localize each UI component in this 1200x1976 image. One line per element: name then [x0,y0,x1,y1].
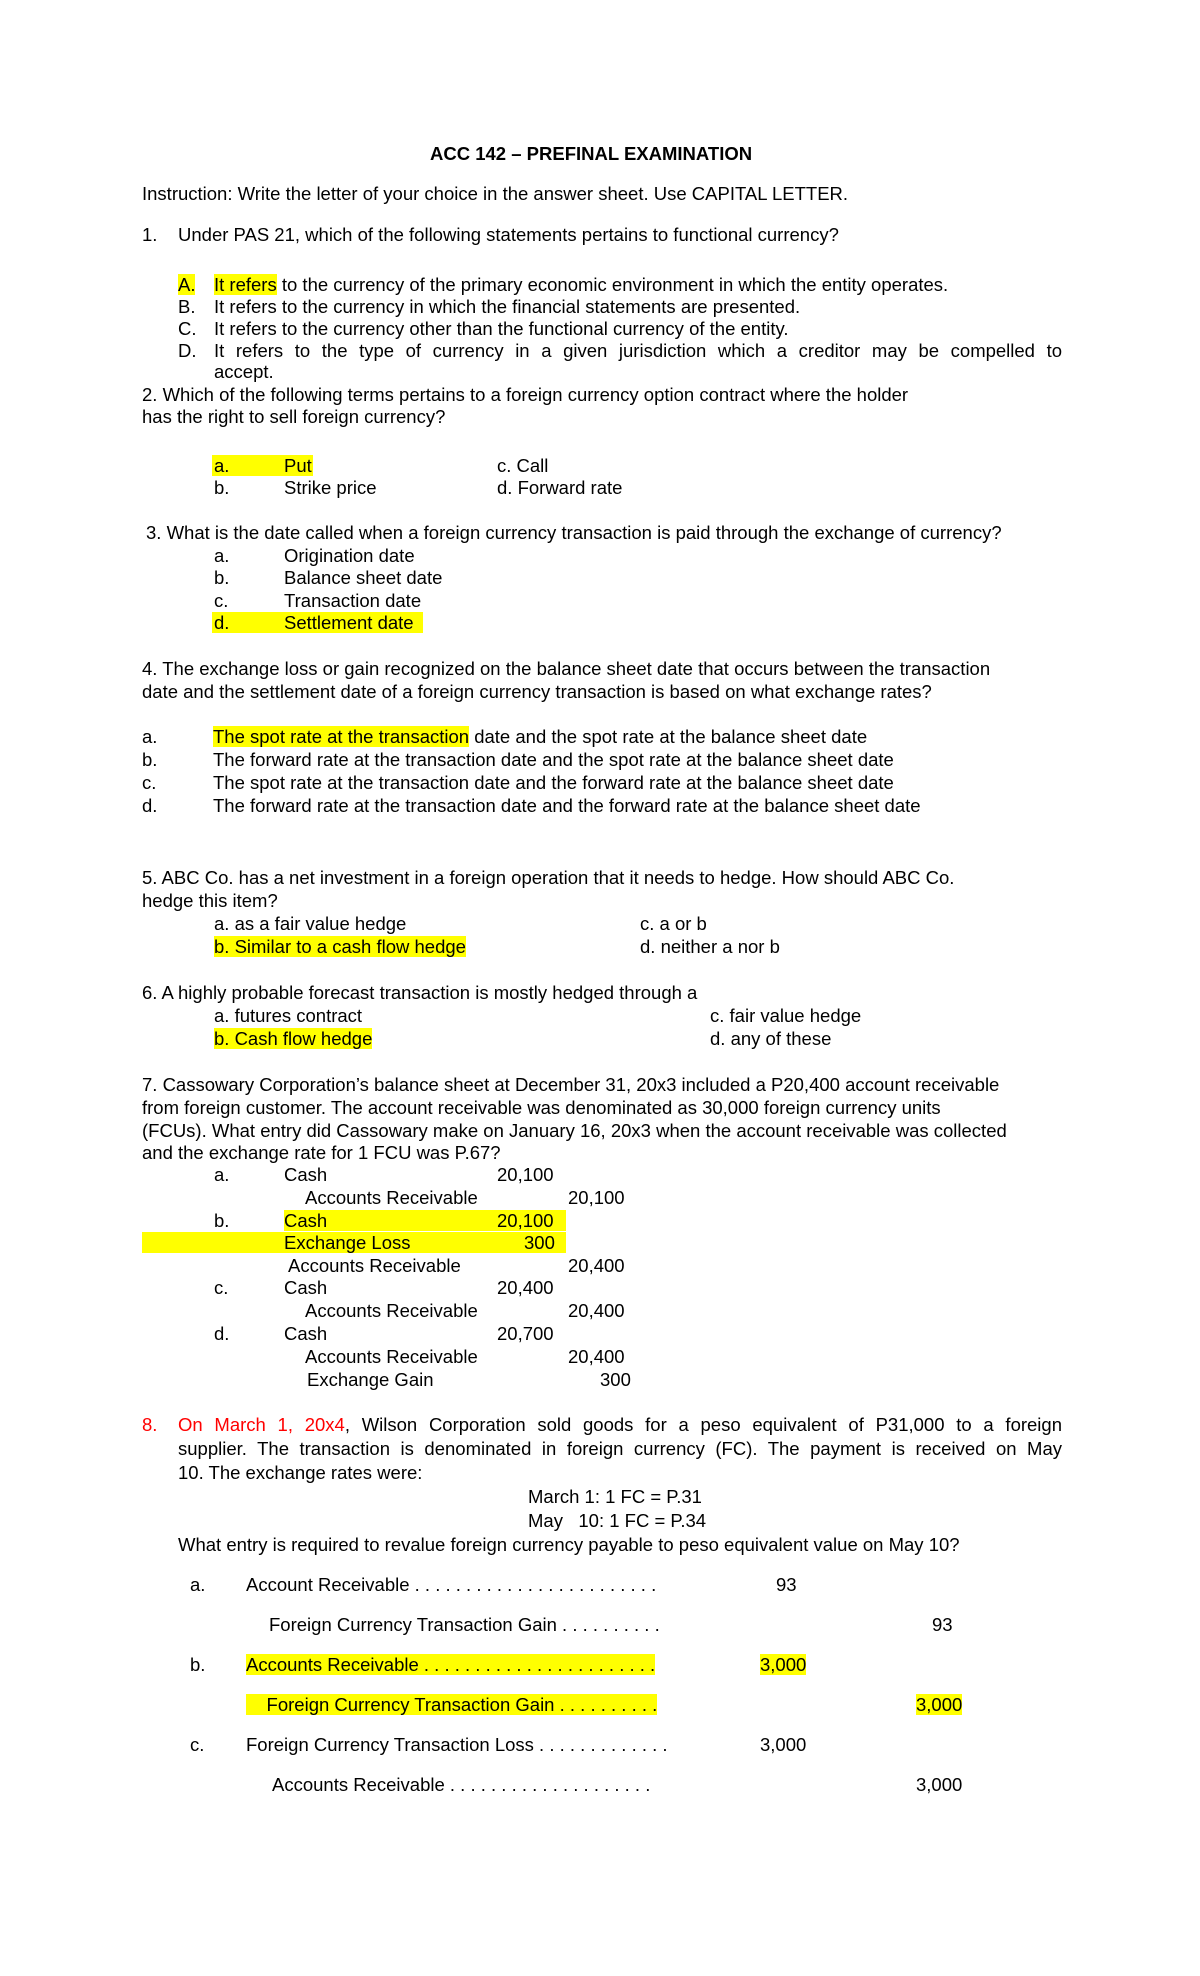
question-text: Under PAS 21, which of the following statements pertains to functional currency? [178,224,839,245]
choice-text: date and the spot rate at the balance sheet date [469,726,868,747]
journal-debit: Exchange Loss [284,1232,411,1253]
choice-letter: d. [214,1323,230,1344]
journal-debit: Foreign Currency Transaction Loss . . . . . . . . . . . . . [246,1734,668,1755]
question-text-rest: , Wilson Corporation sold goods for a peso equivalent of P31,000 to a foreign [344,1414,1062,1435]
question-text-continued: date and the settlement date of a foreign currency transaction is based on what exchange rates? [142,681,932,702]
question-text [178,1414,1062,1436]
question-text-continued: from foreign customer. The account receivable was denominated as 30,000 foreign currency units [142,1097,941,1118]
journal-debit: Cash [284,1164,328,1185]
choice-d: The forward rate at the transaction date and the forward rate at the balance sheet date [213,795,921,816]
choice-letter-text: A. [178,274,196,295]
question-text-continued: and the exchange rate for 1 FCU was P.67? [142,1142,501,1163]
journal-amount: 93 [776,1574,797,1595]
answer-highlight: b. Cash flow hedge [214,1028,373,1049]
choice-letter: a. [190,1574,206,1595]
question-text-continued: 10. The exchange rates were: [178,1462,423,1483]
journal-amount: 20,100 [497,1210,554,1231]
question-text: 7. Cassowary Corporation’s balance sheet at December 31, 20x3 included a P20,400 account receivable [142,1074,1000,1095]
choice-letter: c. [214,1277,229,1298]
choice-letter: C. [178,318,197,339]
question-text: 3. What is the date called when a foreign currency transaction is paid through the exchange of currency? [146,522,1002,543]
choice-b: Balance sheet date [284,567,443,588]
choice-letter: c. [214,590,229,611]
choice-d: d. Forward rate [497,477,623,498]
journal-debit [246,1654,655,1676]
choice-b: It refers to the currency in which the financial statements are presented. [214,296,801,317]
choice-a: a. futures contract [214,1005,363,1026]
choice-letter: a. [214,545,230,566]
choice-text: to the currency of the primary economic environment in which the entity operates. [276,274,949,295]
choice-b: The forward rate at the transaction date and the spot rate at the balance sheet date [213,749,894,770]
choice-letter: B. [178,296,196,317]
question-number: 8. [142,1414,158,1435]
journal-amount [916,1694,962,1716]
choice-letter: b. [214,567,230,588]
choice-a: a. as a fair value hedge [214,913,407,934]
journal-amount: 20,100 [568,1187,625,1208]
journal-debit: Cash [284,1323,328,1344]
answer-highlight: 3,000 [916,1694,963,1715]
journal-credit: Accounts Receivable [305,1300,478,1321]
choice-letter: a. [214,455,230,476]
journal-credit: Foreign Currency Transaction Gain . . . . . . . . . . [269,1614,660,1635]
journal-debit: Cash [284,1210,328,1231]
answer-highlight: b. Similar to a cash flow hedge [214,936,466,957]
question-number: 1. [142,224,158,245]
journal-amount: 3,000 [760,1734,807,1755]
journal-amount: 3,000 [916,1774,963,1795]
journal-debit: Account Receivable . . . . . . . . . . . . . . . . . . . . . . . . [246,1574,657,1595]
choice-letter: D. [178,340,197,361]
choice-letter: d. [214,612,230,633]
choice-highlight: The spot rate at the transaction [213,726,470,747]
instruction-text: Instruction: Write the letter of your choice in the answer sheet. Use CAPITAL LETTER. [142,183,849,204]
exchange-rate: May 10: 1 FC = P.34 [528,1510,707,1531]
question-text-continued: (FCUs). What entry did Cassowary make on January 16, 20x3 when the account receivable was collected [142,1120,1007,1141]
journal-amount: 20,400 [568,1346,625,1367]
question-date-red: On March 1, 20x4 [178,1414,345,1435]
choice-a [213,726,867,748]
question-text: 6. A highly probable forecast transaction is mostly hedged through a [142,982,698,1003]
choice-letter: b. [214,1210,230,1231]
choice-letter: d. [142,795,158,816]
choice-b [214,1028,372,1050]
choice-d: It refers to the type of currency in a given jurisdiction which a creditor may be compelled to [214,340,1062,361]
question-text-continued: supplier. The transaction is denominated in foreign currency (FC). The payment is received on May [178,1438,1062,1459]
choice-b [214,936,466,958]
journal-amount: 20,100 [497,1164,554,1185]
journal-amount: 20,400 [497,1277,554,1298]
question-text: 5. ABC Co. has a net investment in a foreign operation that it needs to hedge. How should ABC Co. [142,867,955,888]
choice-c: The spot rate at the transaction date and the forward rate at the balance sheet date [213,772,894,793]
journal-credit: Exchange Gain [307,1369,434,1390]
journal-credit: Accounts Receivable [305,1187,478,1208]
journal-credit: Accounts Receivable [288,1255,461,1276]
journal-credit [246,1694,657,1716]
question-text-continued: has the right to sell foreign currency? [142,406,446,427]
choice-c: c. Call [497,455,549,476]
question-text-continued: hedge this item? [142,890,278,911]
choice-letter: b. [190,1654,206,1675]
answer-highlight: Accounts Receivable . . . . . . . . . . . . . . . . . . . . . . . [246,1654,656,1675]
journal-credit: Accounts Receivable [305,1346,478,1367]
choice-d-continued: accept. [214,361,274,382]
question-text: 2. Which of the following terms pertains to a foreign currency option contract where the holder [142,384,909,405]
choice-letter: a. [142,726,158,747]
choice-highlight: It refers [214,274,277,295]
choice-letter: b. [214,477,230,498]
choice-a: Origination date [284,545,415,566]
choice-a: Put [284,455,312,476]
choice-d: Settlement date [284,612,414,633]
exchange-rate: March 1: 1 FC = P.31 [528,1486,702,1507]
choice-letter [178,274,216,296]
journal-amount: 20,400 [568,1300,625,1321]
journal-amount: 20,700 [497,1323,554,1344]
choice-b: Strike price [284,477,377,498]
journal-amount: 93 [932,1614,953,1635]
question-text: 4. The exchange loss or gain recognized on the balance sheet date that occurs between the transaction [142,658,991,679]
answer-highlight: 3,000 [760,1654,807,1675]
journal-amount: 300 [600,1369,631,1390]
page-title: ACC 142 – PREFINAL EXAMINATION [430,143,753,164]
choice-letter: a. [214,1164,230,1185]
question-text-continued: What entry is required to revalue foreign currency payable to peso equivalent value on May 10? [178,1534,960,1555]
choice-d: d. neither a nor b [640,936,780,957]
choice-a [214,274,948,296]
journal-credit: Accounts Receivable . . . . . . . . . . . . . . . . . . . . [272,1774,651,1795]
choice-c: It refers to the currency other than the functional currency of the entity. [214,318,789,339]
choice-letter: c. [190,1734,205,1755]
journal-debit: Cash [284,1277,328,1298]
choice-c: Transaction date [284,590,422,611]
journal-amount: 20,400 [568,1255,625,1276]
journal-amount [760,1654,806,1676]
answer-highlight: Foreign Currency Transaction Gain . . . . . . . . . . [246,1694,658,1715]
choice-letter: b. [142,749,158,770]
choice-letter: c. [142,772,157,793]
choice-c: c. fair value hedge [710,1005,862,1026]
choice-c: c. a or b [640,913,707,934]
journal-amount: 300 [524,1232,555,1253]
choice-d: d. any of these [710,1028,832,1049]
